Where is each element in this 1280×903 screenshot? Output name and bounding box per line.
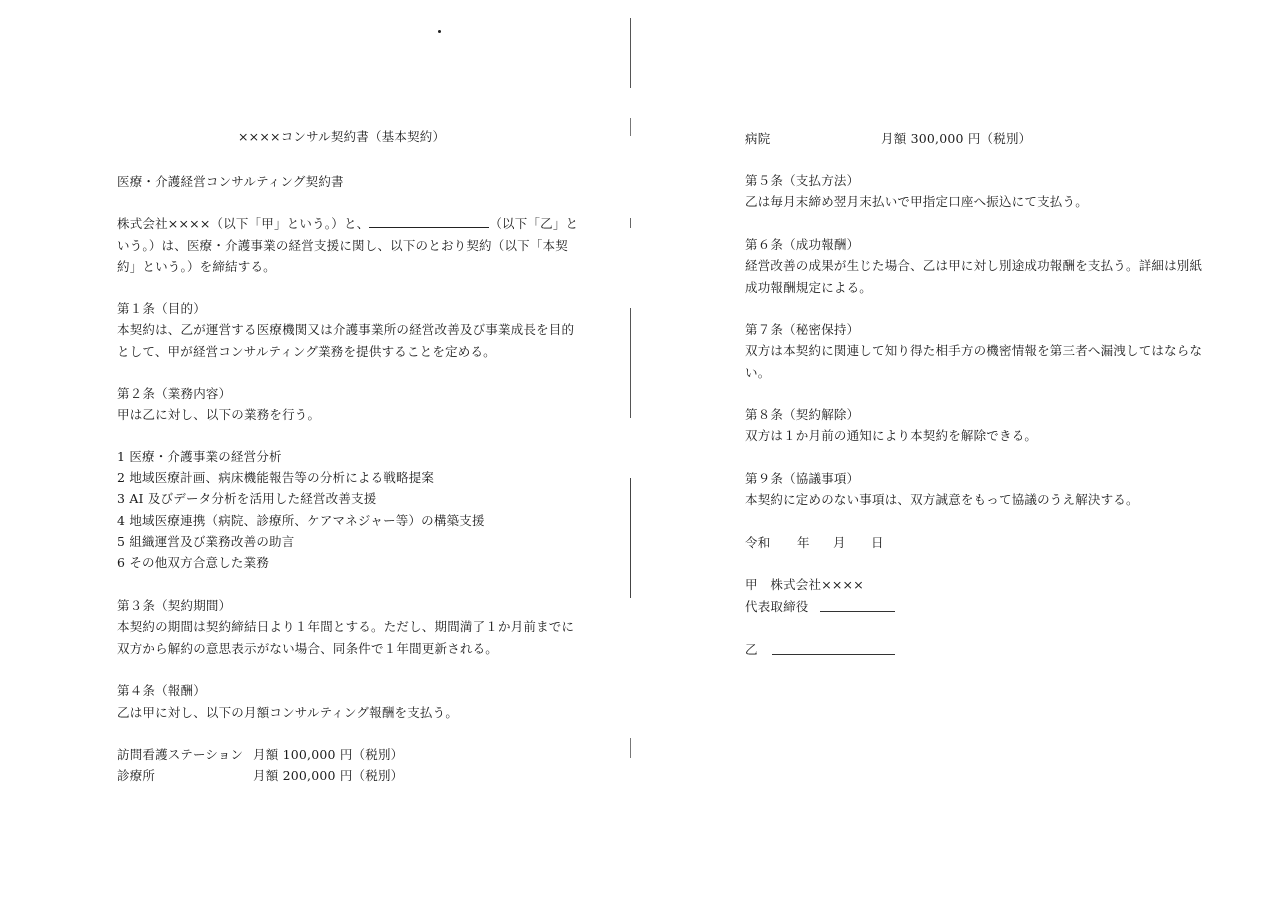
party-a-name: 甲 株式会社×××× (745, 577, 864, 592)
article-8-heading: 第８条（契約解除） (745, 407, 860, 422)
representative-label: 代表取締役 (745, 599, 809, 614)
article-2-item-5: 5 組織運営及び業務改善の助言 (117, 534, 295, 549)
fee-name-hospital: 病院 (745, 131, 771, 146)
article-6-line-2: 成功報酬規定による。 (745, 280, 873, 295)
party-b-blank (369, 217, 489, 228)
article-7-line-2: い。 (745, 365, 771, 380)
article-9-heading: 第９条（協議事項） (745, 471, 860, 486)
article-2-item-6: 6 その他双方合意した業務 (117, 555, 270, 570)
intro-line-2: いう。）は、医療・介護事業の経営支援に関し、以下のとおり契約（以下「本契 (117, 238, 568, 253)
article-2-item-2: 2 地域医療計画、病床機能報告等の分析による戦略提案 (117, 470, 435, 485)
fee-name-clinic: 診療所 (117, 768, 156, 783)
stray-dot (438, 30, 441, 33)
right-page (633, 0, 1280, 903)
fee-amount-home-nursing: 月額 100,000 円（税別） (253, 747, 404, 762)
article-3-line-2: 双方から解約の意思表示がない場合、同条件で１年間更新される。 (117, 641, 499, 656)
date-month: 月 (833, 535, 846, 550)
intro-text-1a: 株式会社××××（以下「甲」という。）と、 (117, 216, 370, 231)
article-3-line-1: 本契約の期間は契約締結日より１年間とする。ただし、期間満了１か月前までに (117, 619, 575, 634)
article-1-line-2: として、甲が経営コンサルティング業務を提供することを定める。 (117, 344, 496, 359)
article-2-item-1: 1 医療・介護事業の経営分析 (117, 449, 282, 464)
article-9-line-1: 本契約に定めのない事項は、双方誠意をもって協議のうえ解決する。 (745, 492, 1139, 507)
article-4-heading: 第４条（報酬） (117, 683, 206, 698)
fee-name-home-nursing: 訪問看護ステーション (117, 747, 244, 762)
article-1-heading: 第１条（目的） (117, 301, 206, 316)
date-day: 日 (871, 535, 884, 550)
article-2-item-3: 3 AI 及びデータ分析を活用した経営改善支援 (117, 491, 377, 506)
date-year: 年 (797, 535, 810, 550)
intro-line-3: 約」という。）を締結する。 (117, 259, 276, 274)
party-b-label: 乙 (745, 642, 758, 657)
article-2-item-4: 4 地域医療連携（病院、診療所、ケアマネジャー等）の構築支援 (117, 513, 485, 528)
article-5-line-1: 乙は毎月末締め翌月末払いで甲指定口座へ振込にて支払う。 (745, 194, 1088, 209)
article-6-heading: 第６条（成功報酬） (745, 237, 860, 252)
document-subtitle: 医療・介護経営コンサルティング契約書 (117, 174, 344, 189)
date-era: 令和 (745, 535, 771, 550)
document-title: ××××コンサル契約書（基本契約） (238, 129, 446, 144)
article-4-line-1: 乙は甲に対し、以下の月額コンサルティング報酬を支払う。 (117, 705, 459, 720)
intro-line-1 (117, 216, 578, 232)
article-3-heading: 第３条（契約期間） (117, 598, 232, 613)
article-2-line-1: 甲は乙に対し、以下の業務を行う。 (117, 407, 321, 422)
left-page (0, 0, 630, 903)
article-8-line-1: 双方は１か月前の通知により本契約を解除できる。 (745, 428, 1038, 443)
party-b-signature-line (772, 654, 895, 655)
article-2-heading: 第２条（業務内容） (117, 386, 232, 401)
article-7-heading: 第７条（秘密保持） (745, 322, 860, 337)
article-5-heading: 第５条（支払方法） (745, 173, 860, 188)
article-7-line-1: 双方は本契約に関連して知り得た相手方の機密情報を第三者へ漏洩してはならな (745, 343, 1203, 358)
representative-signature-line (820, 611, 895, 612)
article-1-line-1: 本契約は、乙が運営する医療機関又は介護事業所の経営改善及び事業成長を目的 (117, 322, 575, 337)
intro-text-1b: （以下「乙」と (489, 216, 579, 231)
article-6-line-1: 経営改善の成果が生じた場合、乙は甲に対し別途成功報酬を支払う。詳細は別紙 (745, 258, 1203, 273)
page-divider (630, 18, 631, 808)
fee-amount-clinic: 月額 200,000 円（税別） (253, 768, 404, 783)
fee-amount-hospital: 月額 300,000 円（税別） (881, 131, 1032, 146)
